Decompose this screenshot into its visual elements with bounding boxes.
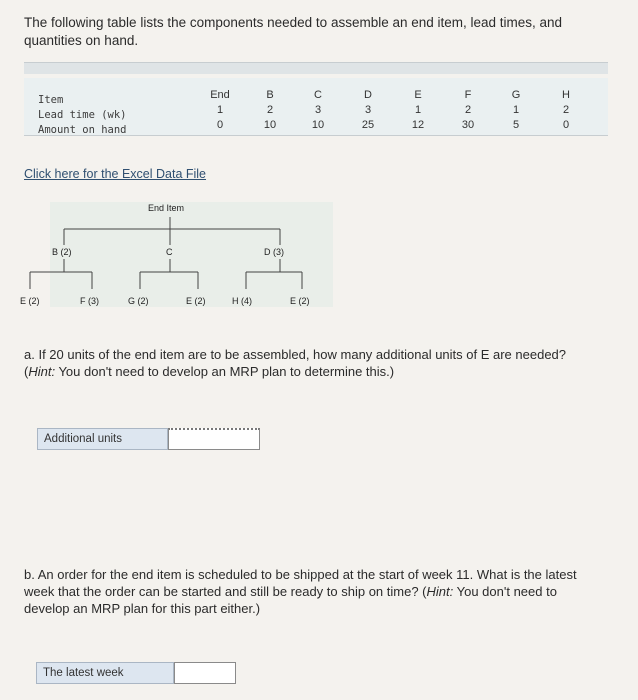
row-label-on-hand: Amount on hand: [38, 124, 127, 136]
table-col-c: [296, 88, 340, 133]
table-col-e: [396, 88, 440, 133]
intro-text: The following table lists the components needed to assemble an end item, lead times, and quantities on hand.: [24, 15, 563, 48]
row-label-lead-time: Lead time (wk): [38, 109, 127, 121]
table-cell: F: [464, 89, 472, 101]
table-cell: 3: [364, 104, 372, 116]
table-cell: 1: [414, 104, 422, 116]
table-cell: H: [562, 89, 570, 101]
question-a-hint: Hint:: [28, 364, 56, 379]
table-cell: 1: [512, 104, 520, 116]
question-a-text: a. If 20 units of the end item are to be assembled, how many additional units of E are needed? (: [24, 347, 567, 379]
table-col-g: [494, 88, 538, 133]
question-b-text: b. An order for the end item is scheduled to be shipped at the start of week 11. What is the latest week that the order can be started and still be ready to ship on time? (: [24, 567, 577, 599]
table-cell: 1: [216, 104, 224, 116]
table-cell: G: [511, 89, 521, 101]
table-cell: 12: [411, 119, 425, 131]
table-cell: E: [414, 89, 422, 101]
table-col-d: [346, 88, 390, 133]
latest-week-input[interactable]: [174, 662, 236, 684]
table-cell: 5: [512, 119, 520, 131]
tree-node-d: D (3): [264, 247, 284, 257]
question-a-text-end: You don't need to develop an MRP plan to determine this.): [55, 364, 395, 379]
tree-node-e: E (2): [186, 296, 206, 306]
table-cell: 2: [266, 104, 274, 116]
table-cell: 3: [314, 104, 322, 116]
table-col-h: [544, 88, 588, 133]
question-b-hint: Hint:: [426, 584, 454, 599]
table-col-end: [198, 88, 242, 133]
tree-node-g: G (2): [128, 296, 149, 306]
table-col-f: [446, 88, 490, 133]
question-b-text-end: You don't need to develop an MRP plan for this part either.): [24, 584, 557, 616]
table-cell: 0: [562, 119, 570, 131]
table-header-band: [24, 62, 608, 74]
table-cell: 30: [461, 119, 475, 131]
question-b: [24, 566, 594, 617]
table-cell: 25: [361, 119, 375, 131]
tree-node-f: F (3): [80, 296, 99, 306]
table-cell: End: [210, 89, 230, 101]
row-label-item: Item: [38, 94, 64, 106]
table-cell: D: [364, 89, 372, 101]
product-structure-tree: [20, 197, 340, 327]
tree-node-c: C: [166, 247, 173, 257]
table-cell: 2: [562, 104, 570, 116]
tree-node-b: B (2): [52, 247, 72, 257]
tree-connectors: [20, 197, 340, 327]
components-table: [24, 78, 608, 136]
tree-node-h: H (4): [232, 296, 252, 306]
latest-week-label: The latest week: [36, 662, 174, 684]
excel-data-file-link[interactable]: Click here for the Excel Data File: [24, 167, 207, 181]
table-col-b: [248, 88, 292, 133]
table-cell: C: [314, 89, 322, 101]
table-cell: B: [266, 89, 274, 101]
tree-node-root: End Item: [148, 203, 185, 213]
tree-node-e: E (2): [290, 296, 310, 306]
table-cell: 0: [216, 119, 224, 131]
table-cell: 10: [311, 119, 325, 131]
additional-units-label: Additional units: [37, 428, 168, 450]
tree-node-e: E (2): [20, 296, 40, 306]
table-cell: 2: [464, 104, 472, 116]
table-cell: 10: [263, 119, 277, 131]
question-a: [24, 346, 584, 380]
additional-units-input[interactable]: [168, 428, 260, 450]
